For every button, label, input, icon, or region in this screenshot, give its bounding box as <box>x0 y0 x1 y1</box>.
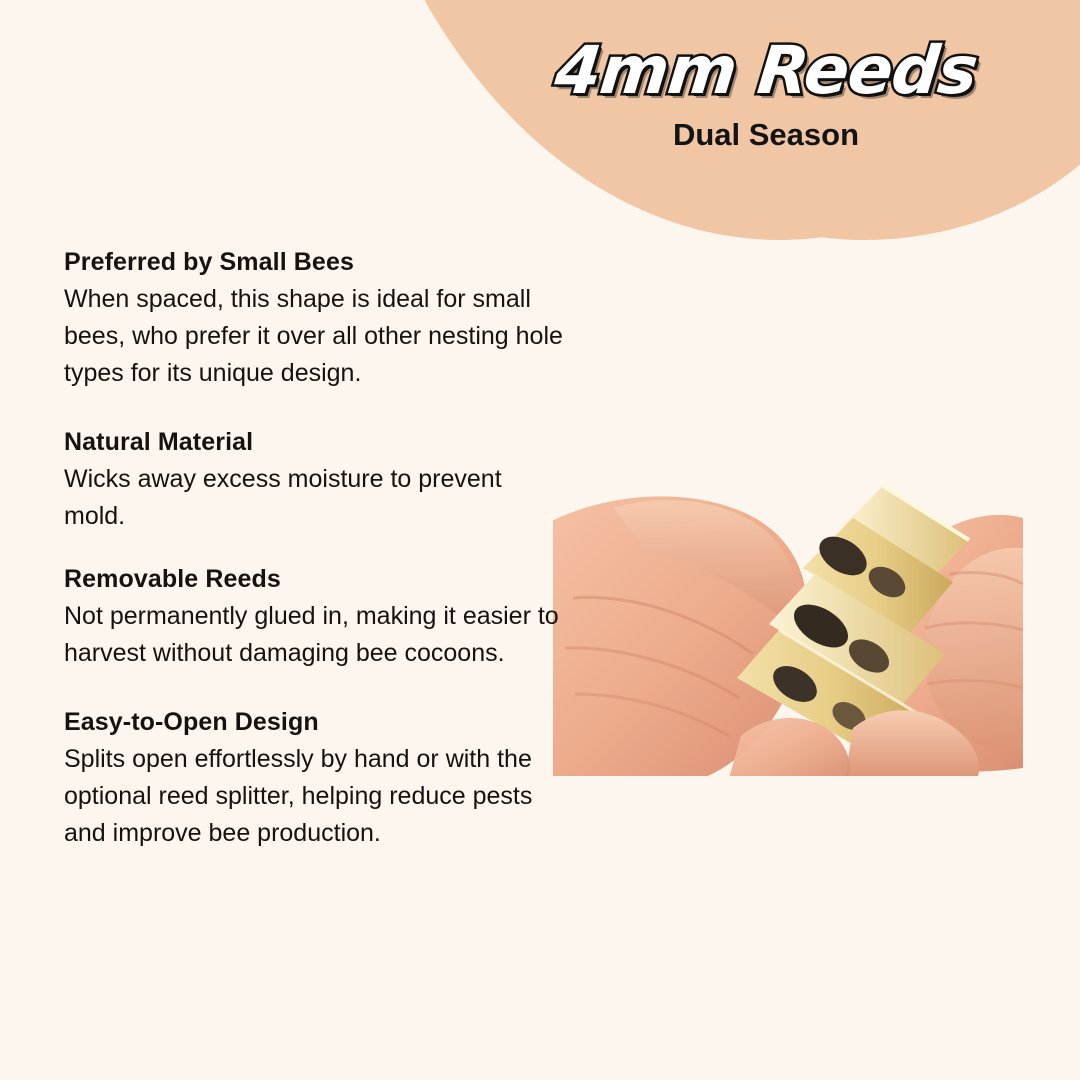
feature-body: Wicks away excess moisture to prevent mold. <box>64 465 502 530</box>
page-title: 4mm Reeds <box>551 32 981 109</box>
feature-title: Removable Reeds <box>64 565 281 593</box>
feature-list <box>64 248 569 852</box>
feature-title: Natural Material <box>64 428 254 456</box>
product-photo <box>553 478 1026 776</box>
header <box>486 32 1046 153</box>
hands-splitting-reed-illustration <box>553 478 1026 776</box>
feature-item-preferred-by-small-bees <box>64 248 569 392</box>
feature-item-natural-material <box>64 428 569 535</box>
feature-item-easy-to-open-design <box>64 708 569 852</box>
feature-body: Splits open effortlessly by hand or with the optional reed splitter, helping reduce pests and improve bee production. <box>64 745 533 847</box>
feature-item-removable-reeds <box>64 565 569 672</box>
page-subtitle: Dual Season <box>672 117 860 153</box>
feature-title: Preferred by Small Bees <box>64 248 354 276</box>
feature-body: When spaced, this shape is ideal for small bees, who prefer it over all other nesting hole types for its unique design. <box>64 285 563 387</box>
feature-body: Not permanently glued in, making it easier to harvest without damaging bee cocoons. <box>64 602 559 667</box>
feature-title: Easy-to-Open Design <box>64 708 319 736</box>
